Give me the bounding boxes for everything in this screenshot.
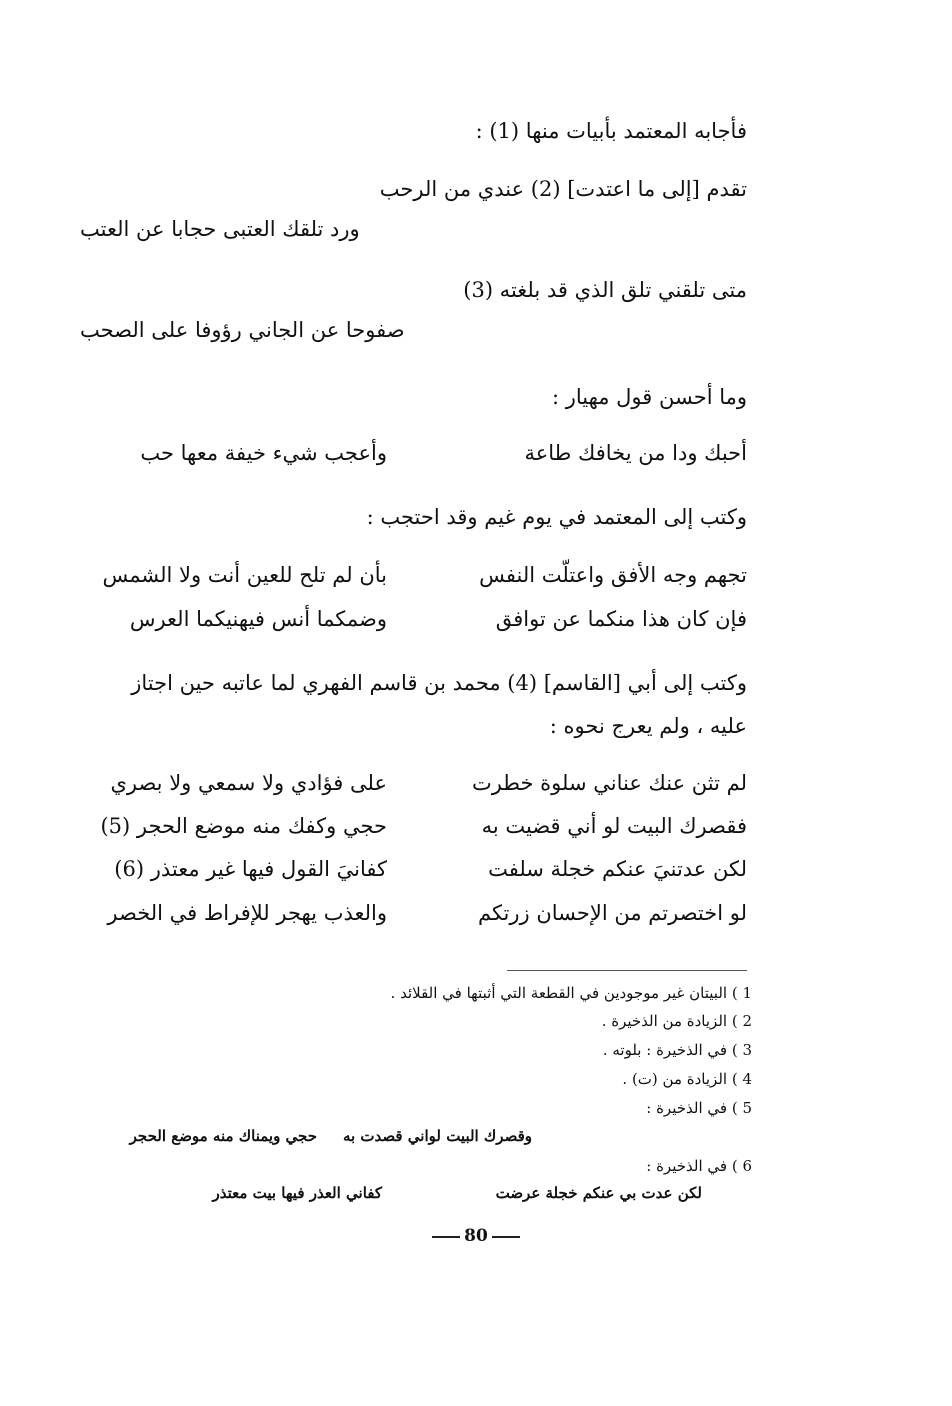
mihyar-intro: وما أحسن قول مهيار : [551, 385, 747, 409]
fihri-verse-3-left: كفانيَ القول فيها غير معتذر (6) [114, 857, 387, 881]
intro-line: فأجابه المعتمد بأبيات منها (1) : [475, 119, 747, 143]
mihyar-verse-left: وأعجب شيء خيفة معها حب [140, 441, 387, 465]
fihri-verse-1-right: لم تثن عنك عناني سلوة خطرت [471, 771, 747, 795]
fihri-intro-line-2: عليه ، ولم يعرج نحوه : [549, 714, 747, 738]
footnote-6-verse-left: كفاني العذر فيها بيت معتذر [212, 1184, 382, 1202]
fihri-intro-line-1: وكتب إلى أبي [القاسم] (4) محمد بن قاسم الفهري لما عاتبه حين اجتاز [131, 671, 747, 695]
footnote-6: 6 ) في الذخيرة : [646, 1157, 752, 1175]
footnote-5-verse-right: وقصرك البيت لواني قصدت به [342, 1127, 532, 1145]
footnote-4: 4 ) الزيادة من (ت) . [622, 1070, 752, 1088]
verse-1-second-half: ورد تلقك العتبى حجابا عن العتب [80, 217, 360, 241]
fihri-verse-2-left: حجي وكفك منه موضع الحجر (5) [100, 814, 387, 838]
footnote-6-verse-right: لكن عدت بي عنكم خجلة عرضت [495, 1184, 702, 1202]
fihri-verse-1-left: على فؤادي ولا سمعي ولا بصري [110, 771, 387, 795]
verse-1-first-half: تقدم [إلى ما اعتدت] (2) عندي من الرحب [379, 177, 747, 201]
footnote-divider [507, 970, 747, 971]
cloud-intro: وكتب إلى المعتمد في يوم غيم وقد احتجب : [366, 505, 747, 529]
cloud-verse-1-right: تجهم وجه الأفق واعتلّت النفس [479, 563, 747, 587]
fihri-verse-4-right: لو اختصرتم من الإحسان زرتكم [477, 901, 747, 925]
cloud-verse-2-right: فإن كان هذا منكما عن توافق [495, 607, 747, 631]
fihri-verse-2-right: فقصرك البيت لو أني قضيت به [481, 814, 747, 838]
verse-2-second-half: صفوحا عن الجاني رؤوفا على الصحب [80, 318, 405, 342]
verse-2-first-half: متى تلقني تلق الذي قد بلغته (3) [463, 278, 747, 302]
page-number-block [0, 1226, 952, 1246]
cloud-verse-1-left: بأن لم تلح للعين أنت ولا الشمس [102, 563, 387, 587]
footnote-1: 1 ) البيتان غير موجودين في القطعة التي أثبتها في القلائد . [390, 984, 752, 1002]
mihyar-verse-right: أحبك ودا من يخافك طاعة [524, 441, 747, 465]
page-number: 80 [464, 1226, 488, 1246]
fihri-verse-3-right: لكن عدتنيَ عنكم خجلة سلفت [488, 857, 747, 881]
fihri-verse-4-left: والعذب يهجر للإفراط في الخصر [107, 901, 387, 925]
footnote-5: 5 ) في الذخيرة : [646, 1099, 752, 1117]
cloud-verse-2-left: وضمكما أنس فيهنيكما العرس [129, 607, 387, 631]
footnote-2: 2 ) الزيادة من الذخيرة . [601, 1012, 752, 1030]
footnote-5-verse-left: حجي ويمناك منه موضع الحجر [129, 1127, 317, 1145]
page-number-dash-left [432, 1236, 460, 1238]
page-number-dash-right [492, 1236, 520, 1238]
footnote-3: 3 ) في الذخيرة : بلوته . [602, 1041, 752, 1059]
